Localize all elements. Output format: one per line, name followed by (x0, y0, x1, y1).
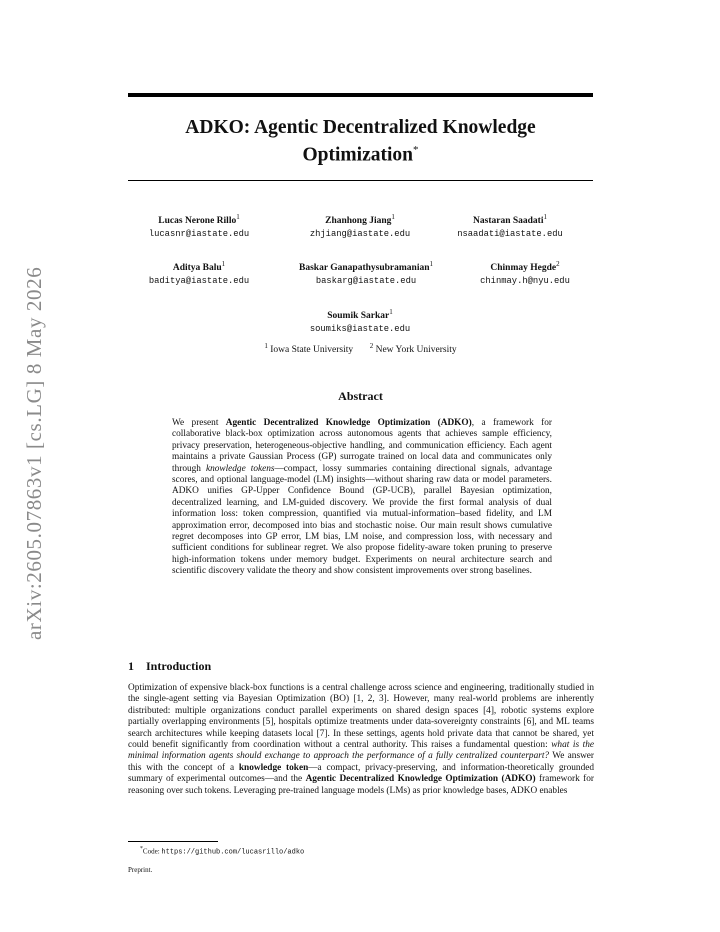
affiliation: $^1$ Iowa State University (264, 342, 354, 356)
title-footnote-mark: * (413, 144, 419, 156)
author-name: Zhanhong Jiang$^1$ (325, 213, 395, 227)
author-block (285, 306, 435, 336)
author-email[interactable]: lucasnr@iastate.edu (148, 229, 250, 240)
abstract-text: We present Agentic Decentralized Knowledge Optimization (ADKO), a framework for collaborative black-box optimization across autonomous agents that achieves sample efficiency, privacy preservation, heterogeneous-objective handling, and communication efficiency. Each agent maintains a private Gaussian Process (GP) surrogate trained on local data and communicates only through knowledge tokens—compact, lossy summaries containing directional signals, advantage scores, and optional language-model (LM) insights—without sharing raw data or model parameters. ADKO unifies GP-Upper Confidence Bound (GP-UCB), parallel Bayesian optimization, decentralized learning, and LM-guided discovery. We provide the first formal analysis of dual information loss: token compression, quantified via mutual-information–based fidelity, and LM approximation error, decomposed into bias and stochastic noise. Our main result shows cumulative regret decomposes into GP error, LM bias, LM noise, and compression loss, with necessary and sufficient conditions for sublinear regret. We also propose fidelity-aware token pruning to preserve high-information tokens under memory budget. Experiments on neural architecture search and scientific discovery validate the theory and show consistent improvements over strong baselines. (172, 418, 553, 577)
top-rule (128, 93, 593, 97)
footnote: *Code: https://github.com/lucasrillo/adko (140, 846, 305, 857)
author-block (440, 211, 580, 241)
code-link[interactable]: https://github.com/lucasrillo/adko (161, 848, 305, 857)
author-email[interactable]: soumiks@iastate.edu (309, 324, 411, 335)
section-number: 1 (128, 659, 134, 673)
author-email[interactable]: zhjiang@iastate.edu (309, 229, 411, 240)
author-name: Chinmay Hegde$^2$ (490, 260, 560, 274)
preprint-note: Preprint. (128, 866, 153, 874)
section-title: Introduction (146, 659, 212, 673)
author-email[interactable]: baditya@iastate.edu (148, 276, 250, 287)
footnote-rule (128, 841, 218, 842)
paper-title (128, 116, 593, 167)
title-line-2: Optimization (302, 144, 413, 166)
author-name: Lucas Nerone Rillo$^1$ (158, 213, 240, 227)
author-name: Nastaran Saadati$^1$ (473, 213, 547, 227)
author-email[interactable]: chinmay.h@nyu.edu (480, 276, 570, 287)
abstract-heading: Abstract (338, 389, 383, 403)
section-heading (128, 659, 211, 674)
title-line-1: ADKO: Agentic Decentralized Knowledge (185, 117, 536, 138)
author-block (460, 258, 590, 288)
author-name: Baskar Ganapathysubramanian$^1$ (299, 260, 433, 274)
author-email[interactable]: baskarg@iastate.edu (315, 276, 417, 287)
author-name: Aditya Balu$^1$ (172, 260, 226, 274)
author-block (285, 211, 435, 241)
affiliation: $^2$ New York University (369, 342, 457, 356)
author-email[interactable]: nsaadati@iastate.edu (457, 229, 563, 240)
author-block (276, 258, 456, 288)
affiliations (128, 342, 593, 355)
author-block (134, 258, 264, 288)
author-block (134, 211, 264, 241)
author-name: Soumik Sarkar$^1$ (327, 308, 393, 322)
arxiv-stamp: arXiv:2605.07863v1 [cs.LG] 8 May 2026 (22, 266, 46, 640)
title-bottom-rule (128, 180, 593, 181)
intro-paragraph: Optimization of expensive black-box functions is a central challenge across science and engineering, traditionally studied in the single-agent setting via Bayesian Optimization (BO) [1, 2, 3]. However, many real-world problems are inherently distributed: multiple organizations conduct parallel experiments on shared design spaces [4], robotic systems explore partially overlapping environments [5], hospitals optimize treatments under data-sovereignty constraints [6], and ML teams search architectures while keeping datasets local [7]. In these settings, agents hold private data that cannot be shared, yet could benefit significantly from coordination without a central authority. This raises a fundamental question: what is the minimal information agents should exchange to approach the performance of a fully centralized counterpart? We answer this with the concept of a knowledge token—a compact, privacy-preserving, and information-theoretically grounded summary of experimental outcomes—and the Agentic Decentralized Knowledge Optimization (ADKO) framework for reasoning over such tokens. Leveraging pre-trained language models (LMs) as prior knowledge bases, ADKO enables (128, 683, 595, 796)
